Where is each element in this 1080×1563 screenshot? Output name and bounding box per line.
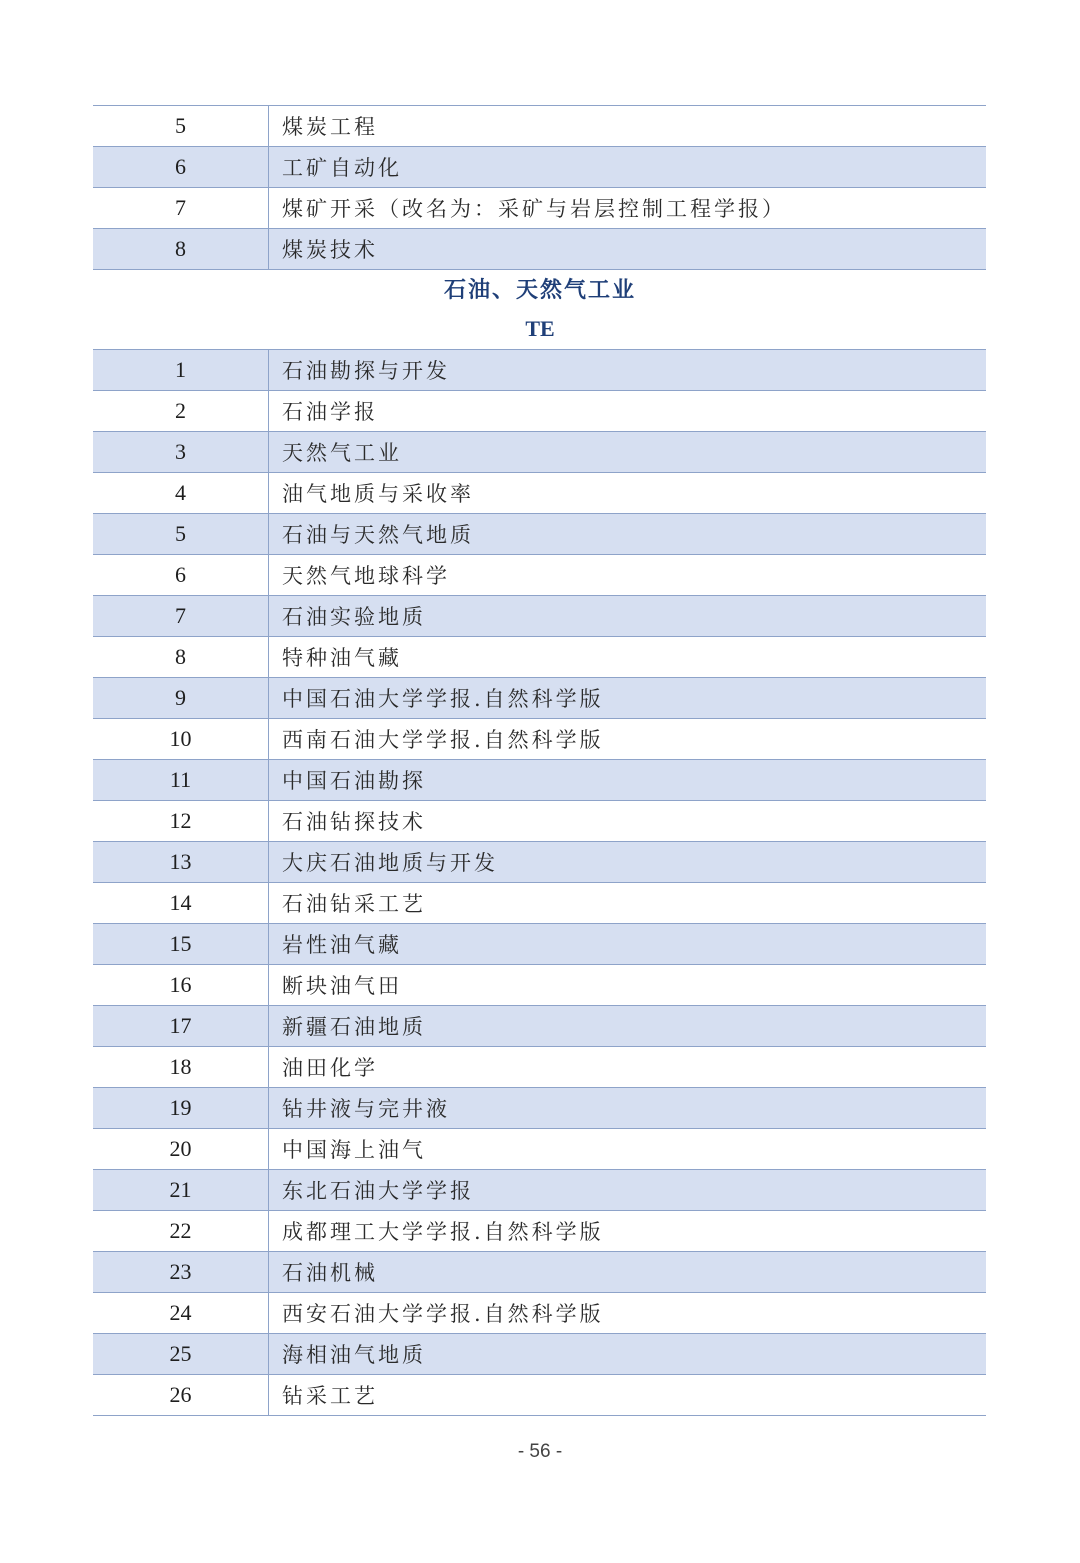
table-row — [93, 188, 986, 229]
journal-name: 特种油气藏 — [282, 646, 402, 670]
table-row — [93, 1088, 986, 1129]
journal-name: 东北石油大学学报 — [282, 1179, 474, 1203]
table-row — [93, 1006, 986, 1047]
row-number: 25 — [93, 1334, 269, 1374]
journal-name: 新疆石油地质 — [282, 1015, 426, 1039]
row-number: 3 — [93, 432, 269, 472]
table-row — [93, 842, 986, 883]
row-number: 21 — [93, 1170, 269, 1210]
section-title: 石油、天然气工业 — [443, 277, 636, 303]
table-row — [93, 391, 986, 432]
page-number: - 56 - — [517, 1441, 563, 1462]
table-row — [93, 678, 986, 719]
row-number: 18 — [93, 1047, 269, 1087]
row-number: 19 — [93, 1088, 269, 1128]
row-number: 26 — [93, 1375, 269, 1415]
journal-name: 天然气工业 — [282, 441, 402, 465]
journal-name: 工矿自动化 — [282, 156, 402, 180]
journal-name: 中国海上油气 — [282, 1138, 426, 1162]
table-row — [93, 1129, 986, 1170]
table-row — [93, 596, 986, 637]
table-row — [93, 432, 986, 473]
table-row — [93, 965, 986, 1006]
journal-name: 石油实验地质 — [282, 605, 426, 629]
journal-name: 天然气地球科学 — [282, 564, 450, 588]
table-row — [93, 1293, 986, 1334]
table-row — [93, 1170, 986, 1211]
row-number: 16 — [93, 965, 269, 1005]
journal-name: 断块油气田 — [282, 974, 402, 998]
table-row — [93, 637, 986, 678]
table-row — [93, 1211, 986, 1252]
row-number: 9 — [93, 678, 269, 718]
table-row — [93, 473, 986, 514]
row-number: 6 — [93, 147, 269, 187]
row-number: 24 — [93, 1293, 269, 1333]
row-number: 6 — [93, 555, 269, 595]
journal-name: 钻采工艺 — [282, 1384, 378, 1408]
row-number: 17 — [93, 1006, 269, 1046]
journal-name: 石油与天然气地质 — [282, 523, 474, 547]
row-number: 8 — [93, 229, 269, 269]
journal-name: 煤炭技术 — [282, 238, 378, 262]
journal-name: 中国石油大学学报.自然科学版 — [282, 687, 604, 711]
row-number: 5 — [93, 514, 269, 554]
row-number: 23 — [93, 1252, 269, 1292]
row-number: 10 — [93, 719, 269, 759]
journal-name: 西安石油大学学报.自然科学版 — [282, 1302, 604, 1326]
table-row — [93, 147, 986, 188]
table-row — [93, 1334, 986, 1375]
row-number: 4 — [93, 473, 269, 513]
row-number: 20 — [93, 1129, 269, 1169]
journal-name: 钻井液与完井液 — [282, 1097, 450, 1121]
coal-journal-table — [93, 105, 986, 270]
journal-name: 大庆石油地质与开发 — [282, 851, 498, 875]
row-number: 7 — [93, 188, 269, 228]
table-row — [93, 1047, 986, 1088]
journal-name: 石油勘探与开发 — [282, 359, 450, 383]
journal-name: 煤炭工程 — [282, 115, 378, 139]
table-row — [93, 350, 986, 391]
table-row — [93, 555, 986, 596]
table-row — [93, 924, 986, 965]
row-number: 2 — [93, 391, 269, 431]
table-row — [93, 719, 986, 760]
table-row — [93, 229, 986, 270]
row-number: 5 — [93, 106, 269, 146]
row-number: 15 — [93, 924, 269, 964]
journal-name: 中国石油勘探 — [282, 769, 426, 793]
table-row — [93, 883, 986, 924]
journal-name: 岩性油气藏 — [282, 933, 402, 957]
journal-name: 石油机械 — [282, 1261, 378, 1285]
table-row — [93, 801, 986, 842]
journal-name: 煤矿开采（改名为：采矿与岩层控制工程学报） — [282, 197, 786, 221]
row-number: 7 — [93, 596, 269, 636]
journal-name: 海相油气地质 — [282, 1343, 426, 1367]
journal-name: 油田化学 — [282, 1056, 378, 1080]
table-row — [93, 514, 986, 555]
row-number: 13 — [93, 842, 269, 882]
table-row — [93, 760, 986, 801]
table-row — [93, 1252, 986, 1293]
row-number: 14 — [93, 883, 269, 923]
table-row — [93, 1375, 986, 1416]
journal-name: 石油学报 — [282, 400, 378, 424]
row-number: 11 — [93, 760, 269, 800]
petroleum-journal-table — [93, 349, 986, 1416]
journal-name: 石油钻探技术 — [282, 810, 426, 834]
journal-name: 成都理工大学学报.自然科学版 — [282, 1220, 604, 1244]
row-number: 8 — [93, 637, 269, 677]
row-number: 22 — [93, 1211, 269, 1251]
row-number: 12 — [93, 801, 269, 841]
journal-name: 西南石油大学学报.自然科学版 — [282, 728, 604, 752]
row-number: 1 — [93, 350, 269, 390]
section-code: TE — [525, 316, 555, 341]
journal-name: 油气地质与采收率 — [282, 482, 474, 506]
journal-name: 石油钻采工艺 — [282, 892, 426, 916]
table-row — [93, 106, 986, 147]
